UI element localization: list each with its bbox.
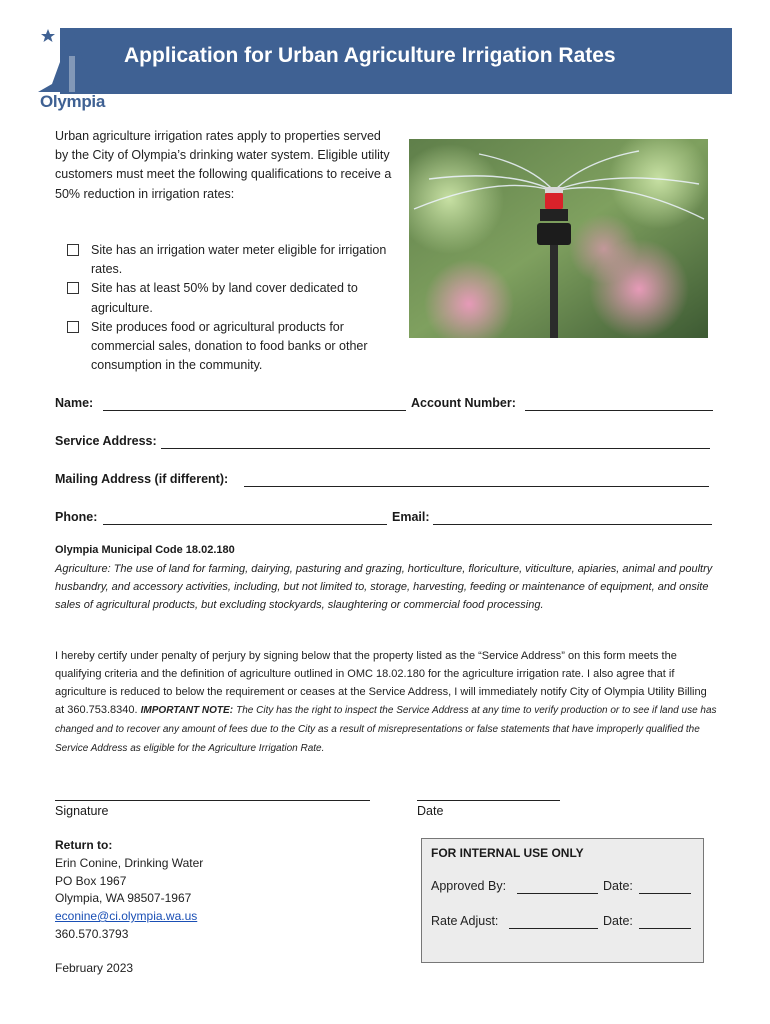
checkbox[interactable] — [67, 321, 79, 333]
qualification-text: Site has an irrigation water meter eligible for irrigation rates. — [91, 243, 387, 277]
intro-text: Urban agriculture irrigation rates apply to properties served by the City of Olympia’s drinking water system. Eligible utility customers must meet the following qualifications to receive a 50% reduction in irrigation rates: — [55, 129, 392, 201]
form-date: February 2023 — [55, 961, 134, 975]
checkbox[interactable] — [67, 282, 79, 294]
sprinkler-photo — [409, 139, 708, 338]
name-field[interactable] — [103, 410, 406, 411]
certification-body: I hereby certify under penalty of perjury by signing below that the property listed as the “Service Address” on this form meets the qualifying criteria and the definition of agriculture outlined in OMC 18.02.180 for the agriculture irrigation rate. I also agree that if agriculture is reduced to below the requirement or ceases at the Service Address, I will immediately notify City of Olympia Utility Billing at 360.753.8340. — [55, 650, 707, 716]
qualification-item — [67, 318, 387, 376]
date-label: Date — [417, 804, 444, 818]
qualification-item — [67, 279, 387, 317]
code-title: Olympia Municipal Code 18.02.180 — [55, 544, 235, 556]
rate-date-field[interactable] — [639, 928, 691, 929]
return-email — [55, 909, 197, 923]
rate-date-label: Date: — [603, 914, 633, 928]
phone-field[interactable] — [103, 524, 387, 525]
approved-by-field[interactable] — [517, 893, 598, 894]
email-field[interactable] — [433, 524, 712, 525]
logo-text: Olympia — [40, 92, 105, 111]
internal-use-title: FOR INTERNAL USE ONLY — [431, 846, 584, 860]
checkbox[interactable] — [67, 244, 79, 256]
phone-label: Phone: — [55, 510, 98, 524]
account-number-field[interactable] — [525, 410, 713, 411]
qualification-text: Site produces food or agricultural products for commercial sales, donation to food banks or other consumption in the community. — [91, 319, 368, 373]
email-label: Email: — [392, 510, 430, 524]
return-city: Olympia, WA 98507-1967 — [55, 891, 192, 905]
account-number-label: Account Number: — [411, 396, 516, 410]
qualification-list — [67, 241, 387, 375]
mailing-address-field[interactable] — [244, 486, 709, 487]
approved-date-field[interactable] — [639, 893, 691, 894]
page-title: Application for Urban Agriculture Irrigation Rates — [124, 44, 616, 67]
code-definition: Agriculture: The use of land for farming, dairying, pasturing and grazing, horticulture, floriculture, viticulture, apiaries, animal and poultry husbandry, and accessory activities, including, but not limited to, storage, harvesting, feeding or maintenance of equipment, and onsite sales of agricultural products, but excluding stockyards, slaughtering or commercial food processing. — [55, 563, 713, 611]
service-address-field[interactable] — [161, 448, 710, 449]
return-to-title: Return to: — [55, 838, 113, 852]
important-note-text: The City has the right to inspect the Service Address at any time to verify production or to see if land use has changed and to recover any amount of fees due to the City as a result of misrepresentations or false statements that have improperly qualified the Service Address as eligible for the Agriculture Irrigation Rate. — [55, 705, 717, 754]
name-label: Name: — [55, 396, 94, 410]
certification-text — [55, 647, 717, 758]
important-note-label: IMPORTANT NOTE: — [140, 705, 234, 716]
rate-adjust-label: Rate Adjust: — [431, 914, 499, 928]
qualification-item — [67, 241, 387, 279]
return-po-box: PO Box 1967 — [55, 874, 127, 888]
service-address-label: Service Address: — [55, 434, 157, 448]
approved-by-label: Approved By: — [431, 879, 507, 893]
signature-label: Signature — [55, 804, 109, 818]
mailing-address-label: Mailing Address (if different): — [55, 472, 229, 486]
date-field[interactable] — [417, 800, 560, 801]
rate-adjust-field[interactable] — [509, 928, 598, 929]
approved-date-label: Date: — [603, 879, 633, 893]
return-name: Erin Conine, Drinking Water — [55, 856, 204, 870]
qualification-text: Site has at least 50% by land cover dedicated to agriculture. — [91, 281, 358, 315]
email-link[interactable]: econine@ci.olympia.wa.us — [55, 909, 198, 923]
signature-field[interactable] — [55, 800, 370, 801]
return-phone: 360.570.3793 — [55, 927, 129, 941]
